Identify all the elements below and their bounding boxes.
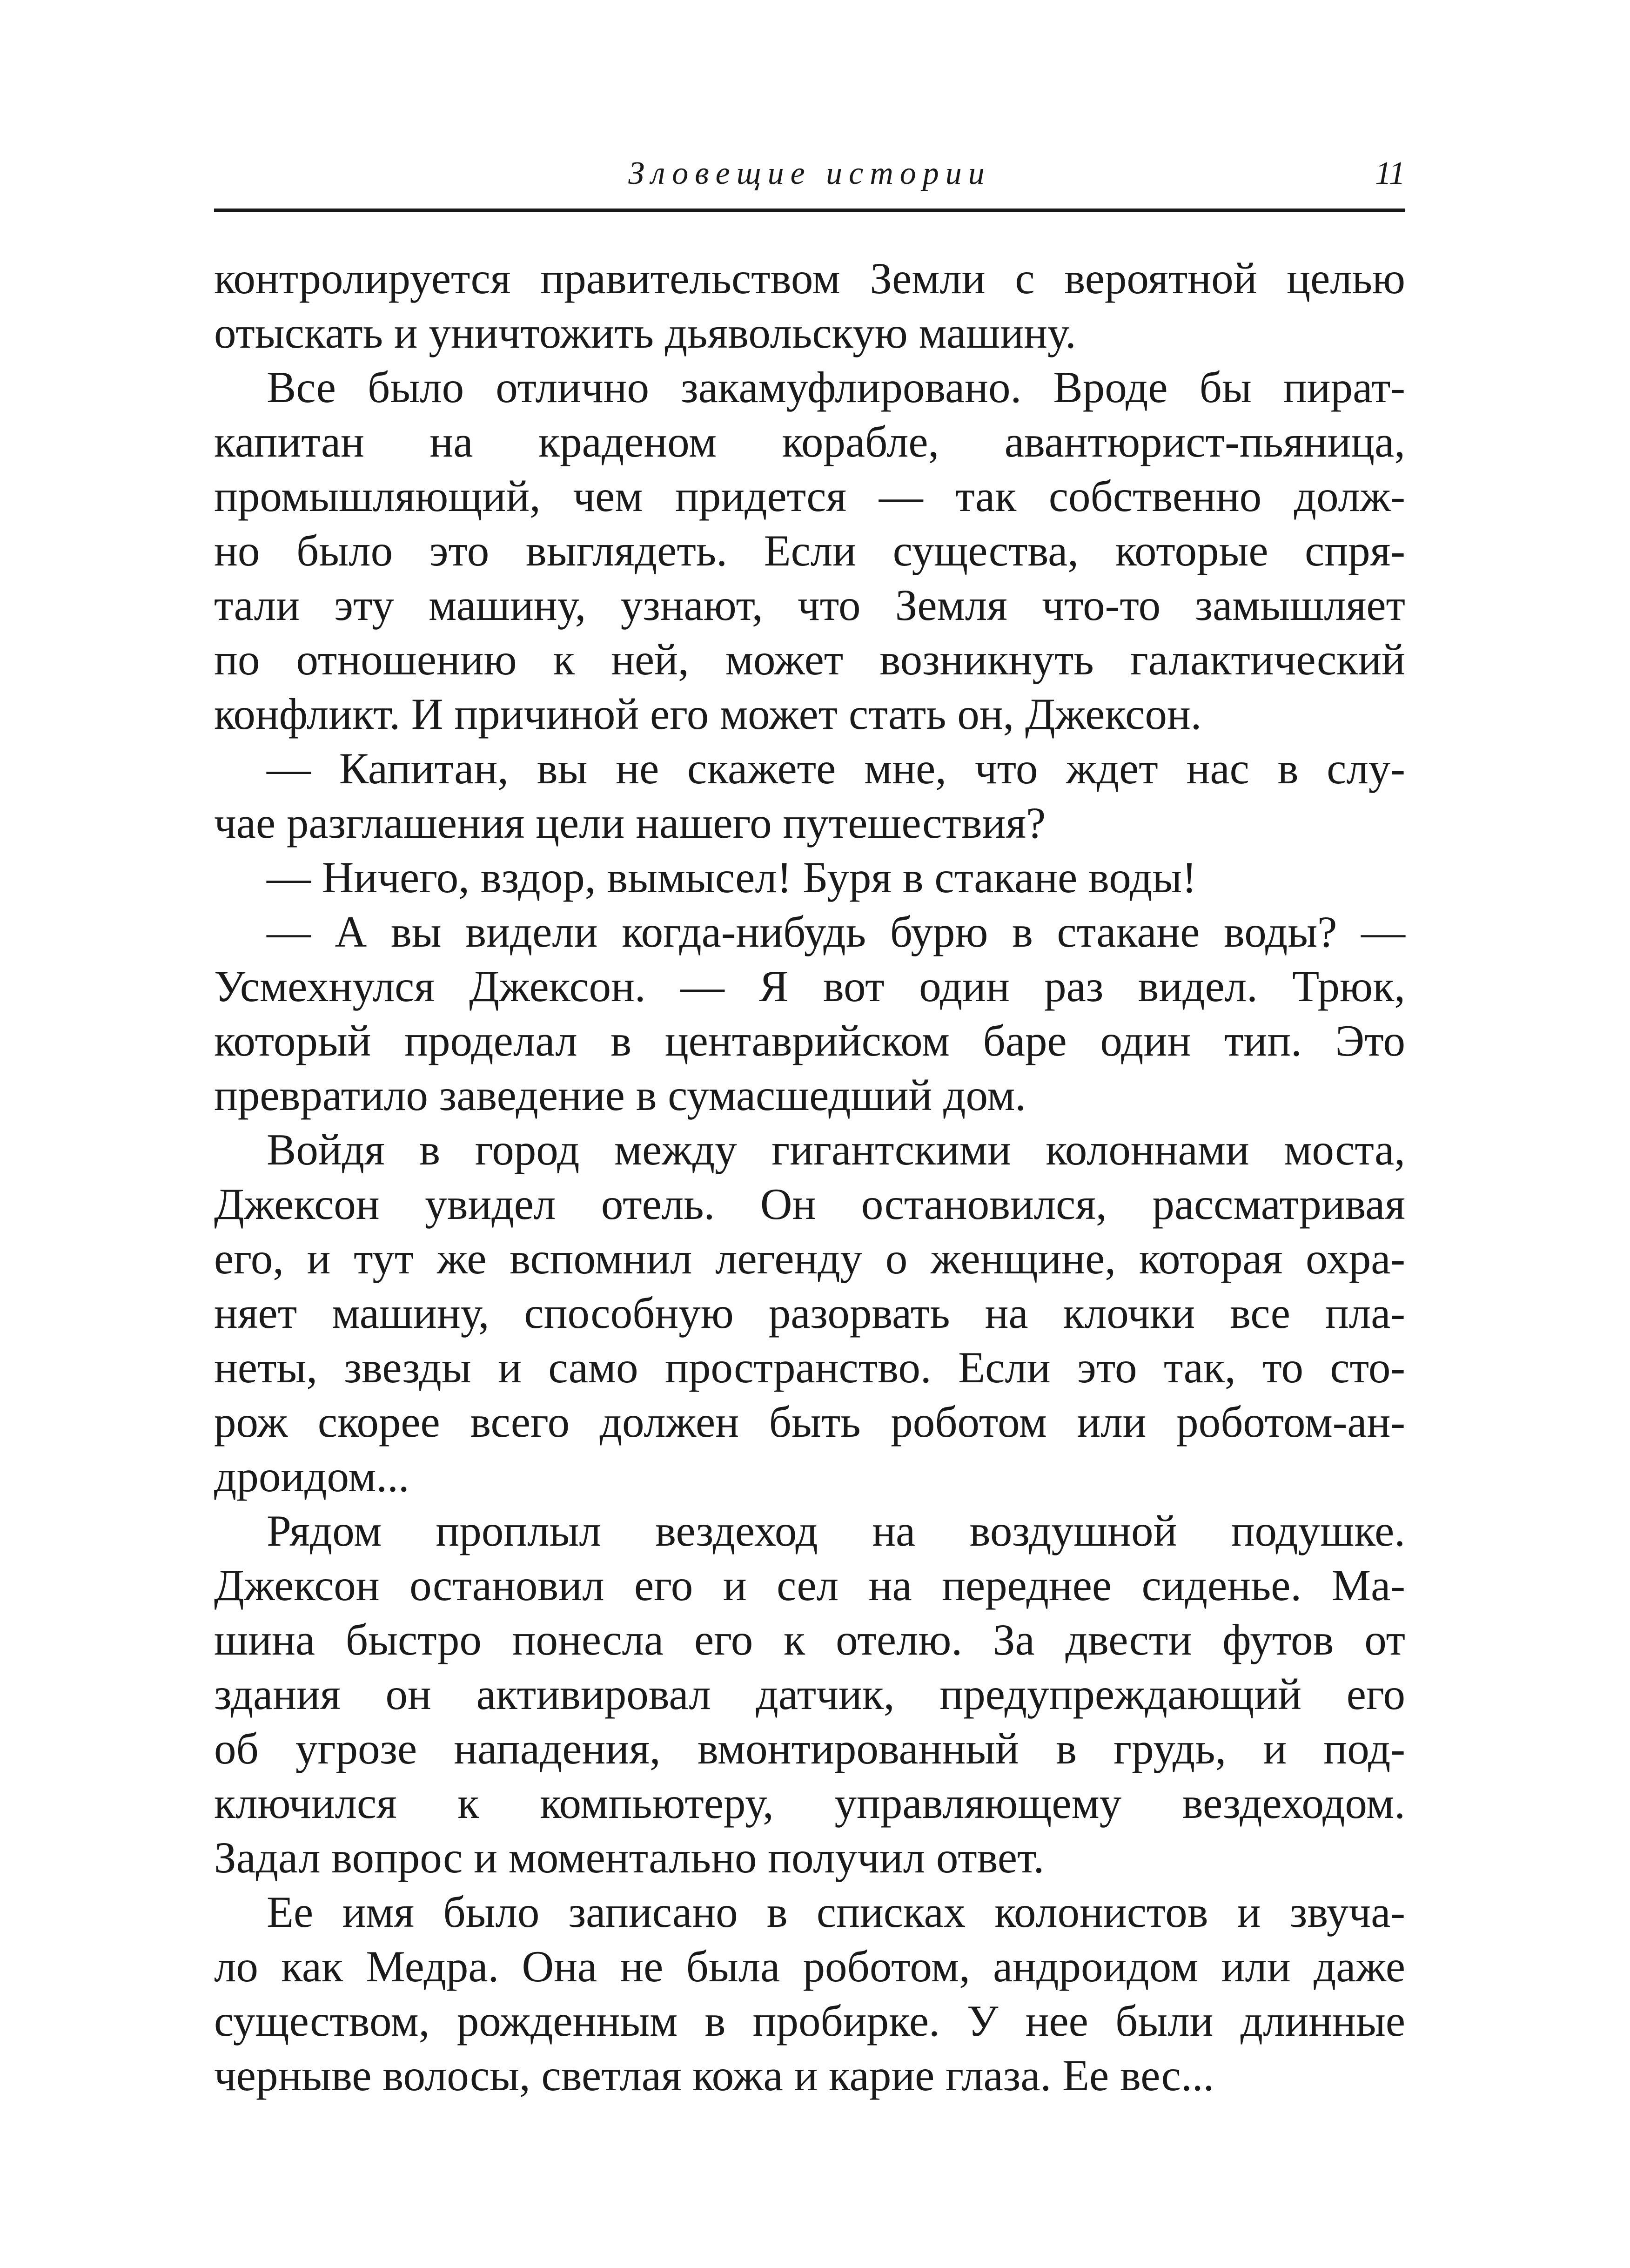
running-head	[214, 148, 1405, 199]
text-line: существом, рожденным в пробирке. У нее были длинные	[214, 1996, 1405, 2046]
text-line: — Капитан, вы не скажете мне, что ждет нас в слу-	[267, 744, 1405, 793]
text-line: который проделал в центаврийском баре один тип. Это	[214, 1016, 1405, 1065]
text-line: ключился к компьютеру, управляющему вездеходом.	[214, 1778, 1405, 1828]
text-line: черныве волосы, светлая кожа и карие глаза. Ее вес...	[214, 2051, 1214, 2100]
text-line: капитан на краденом корабле, авантюрист-пьяница,	[214, 417, 1405, 466]
text-line: но было это выглядеть. Если существа, которые спря-	[214, 526, 1405, 575]
text-line: ло как Медра. Она не была роботом, андроидом или даже	[214, 1942, 1405, 1991]
text-line: — А вы видели когда-нибудь бурю в стакане воды? —	[267, 907, 1405, 956]
text-line: Джексон увидел отель. Он остановился, рассматривая	[214, 1179, 1405, 1229]
text-line: превратило заведение в сумасшедший дом.	[214, 1070, 1026, 1120]
text-line: конфликт. И причиной его может стать он, Джексон.	[214, 689, 1202, 739]
text-line: отыскать и уничтожить дьявольскую машину.	[214, 308, 1076, 357]
text-line: промышляющий, чем придется — так собственно долж-	[214, 471, 1405, 521]
text-line: — Ничего, вздор, вымысел! Буря в стакане воды!	[267, 853, 1197, 902]
body-text	[214, 251, 1405, 2103]
text-line: Ее имя было записано в списках колонистов и звуча-	[267, 1887, 1405, 1937]
header-rule	[214, 209, 1405, 212]
text-line: Задал вопрос и моментально получил ответ.	[214, 1833, 1045, 1882]
text-line: Войдя в город между гигантскими колоннами моста,	[267, 1125, 1405, 1174]
text-line: неты, звезды и само пространство. Если это так, то сто-	[214, 1343, 1405, 1392]
text-line: дроидом...	[214, 1452, 409, 1501]
text-line: Все было отлично закамуфлировано. Вроде бы пират-	[267, 363, 1405, 412]
page-number: 11	[1375, 155, 1405, 191]
text-line: Рядом проплыл вездеход на воздушной подушке.	[267, 1506, 1405, 1555]
text-line: няет машину, способную разорвать на клочки все пла-	[214, 1288, 1405, 1338]
running-title: Зловещие истории	[628, 155, 991, 191]
text-line: шина быстро понесла его к отелю. За двести футов от	[214, 1615, 1405, 1664]
text-line: рож скорее всего должен быть роботом или роботом-ан-	[214, 1397, 1405, 1447]
text-line: Джексон остановил его и сел на переднее сиденье. Ма-	[214, 1561, 1405, 1610]
text-line: чае разглашения цели нашего путешествия?	[214, 798, 1046, 848]
text-line: здания он активировал датчик, предупреждающий его	[214, 1669, 1405, 1719]
text-line: контролируется правительством Земли с вероятной целью	[214, 254, 1405, 303]
text-line: Усмехнулся Джексон. — Я вот один раз видел. Трюк,	[214, 962, 1405, 1011]
text-line: его, и тут же вспомнил легенду о женщине, которая охра-	[214, 1234, 1405, 1283]
text-line: об угрозе нападения, вмонтированный в грудь, и под-	[214, 1724, 1405, 1773]
text-line: по отношению к ней, может возникнуть галактический	[214, 635, 1405, 684]
text-line: тали эту машину, узнают, что Земля что-то замышляет	[214, 580, 1405, 630]
